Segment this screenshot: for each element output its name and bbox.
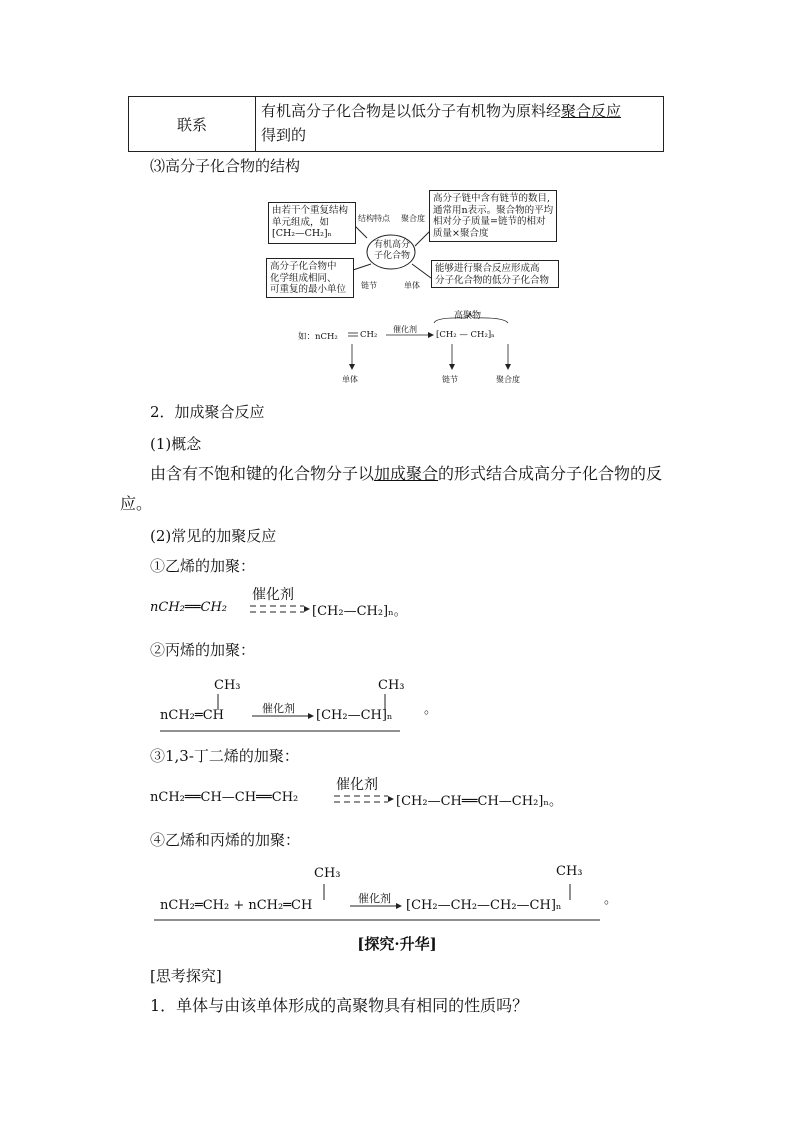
concept-text-post: 的形式结合成高分子化合物的反 — [438, 464, 663, 483]
box-tr-line: 高分子链中含有链节的数目, — [433, 193, 551, 204]
example-product: [CH₂ — CH₂]ₙ — [436, 330, 495, 340]
center-line: 有机高分 — [373, 240, 410, 250]
label-structure-feature: 结构特点 — [358, 214, 390, 223]
question-1: 1．单体与由该单体形成的高聚物具有相同的性质吗？ — [150, 996, 529, 1015]
reaction2-title: ②丙烯的加聚： — [150, 641, 256, 659]
reaction4-right: [CH₂—CH₂—CH₂—CH]ₙ — [406, 898, 562, 913]
reaction2-left: nCH₂═CH — [160, 708, 224, 723]
reaction4-ch3-left: CH₃ — [314, 866, 341, 881]
box-bl-line: 高分子化合物中 — [270, 261, 337, 272]
think-header: [思考探究] — [150, 967, 222, 985]
table-content-underlined: 聚合反应 — [561, 102, 622, 120]
arrow-label-link: 链节 — [442, 375, 458, 384]
concept-line1 — [150, 464, 662, 484]
box-degree-of-polymerization — [429, 190, 557, 242]
box-br-line: 分子化合物的低分子化合物 — [435, 274, 550, 286]
reaction1-title: ①乙烯的加聚： — [150, 557, 256, 575]
table-content-text: 有机高分子化合物是以低分子有机物为原料经 — [261, 102, 562, 120]
reaction4-catalyst: 催化剂 — [358, 892, 391, 905]
reaction2-right: [CH₂—CH]ₙ — [316, 708, 393, 723]
diagram-center — [369, 240, 415, 262]
box-chain-unit — [266, 258, 354, 298]
box-br-line: 能够进行聚合反应形成高 — [435, 263, 540, 274]
concept-line2: 应。 — [120, 494, 153, 513]
box-structure-feature — [268, 202, 356, 244]
table-content-line2: 得到的 — [261, 126, 307, 144]
table-label: 联系 — [176, 116, 207, 134]
box-tl-line: [CH₂—CH₂]ₙ — [272, 228, 332, 239]
concept-text: 由含有不饱和键的化合物分子以 — [150, 464, 375, 483]
section3-title: ⑶高分子化合物的结构 — [150, 157, 301, 175]
reaction4-left: nCH₂═CH₂ + nCH₂═CH — [160, 898, 313, 913]
example-prefix: 如：nCH₂ — [298, 332, 338, 342]
box-bl-line: 化学组成相同、 — [270, 272, 337, 284]
box-tl-line: 单元组成，如 — [272, 216, 330, 228]
label-degree: 聚合度 — [401, 214, 425, 223]
subsection-common-reactions: (2)常见的加聚反应 — [150, 527, 277, 545]
info-table — [128, 96, 664, 152]
reaction3-title: ③1,3-丁二烯的加聚： — [150, 747, 299, 765]
reaction1-catalyst: 催化剂 — [252, 587, 294, 603]
reaction3-left: nCH₂══CH—CH══CH₂ — [150, 790, 299, 805]
reaction3-right: [CH₂—CH══CH—CH₂]ₙ。 — [396, 794, 562, 809]
reaction3-arrow — [330, 790, 400, 820]
reaction1-arrow — [246, 600, 316, 630]
polymer-label: 高聚物 — [454, 311, 482, 321]
label-chain-unit: 链节 — [361, 281, 377, 290]
reaction4-title: ④乙烯和丙烯的加聚： — [150, 831, 301, 849]
example-eq: CH₂ — [360, 330, 378, 340]
reaction2-catalyst: 催化剂 — [262, 702, 295, 715]
box-tr-line: 相对分子质量=链节的相对 — [433, 216, 546, 227]
box-monomer — [431, 260, 559, 288]
reaction2-period: 。 — [424, 702, 438, 717]
box-bl-line: 可重复的最小单位 — [270, 284, 347, 295]
example-catalyst: 催化剂 — [393, 325, 417, 334]
arrow-label-degree: 聚合度 — [496, 375, 520, 384]
reaction4-period: 。 — [604, 892, 618, 907]
reaction4-ch3-right: CH₃ — [556, 864, 583, 879]
box-tr-line: 质量×聚合度 — [433, 227, 489, 239]
explore-header: [探究·升华] — [357, 935, 437, 953]
label-monomer: 单体 — [404, 281, 420, 290]
section2-title: 2．加成聚合反应 — [150, 403, 265, 421]
box-tr-line: 通常用n表示。聚合物的平均 — [433, 204, 554, 216]
reaction1-right: [CH₂—CH₂]ₙ。 — [312, 604, 407, 619]
center-line: 子化合物 — [373, 251, 410, 261]
table-divider — [255, 97, 256, 151]
table-content-line1 — [261, 101, 621, 121]
reaction3-catalyst: 催化剂 — [336, 777, 378, 793]
reaction2-ch3-left: CH₃ — [214, 678, 241, 693]
box-tl-line: 由若干个重复结构 — [272, 205, 349, 216]
reaction2-ch3-right: CH₃ — [378, 678, 405, 693]
concept-underlined: 加成聚合 — [374, 464, 439, 483]
reaction1-left: nCH₂══CH₂ — [150, 600, 228, 615]
arrow-label-monomer: 单体 — [342, 375, 358, 384]
subsection-concept: (1)概念 — [150, 435, 202, 453]
